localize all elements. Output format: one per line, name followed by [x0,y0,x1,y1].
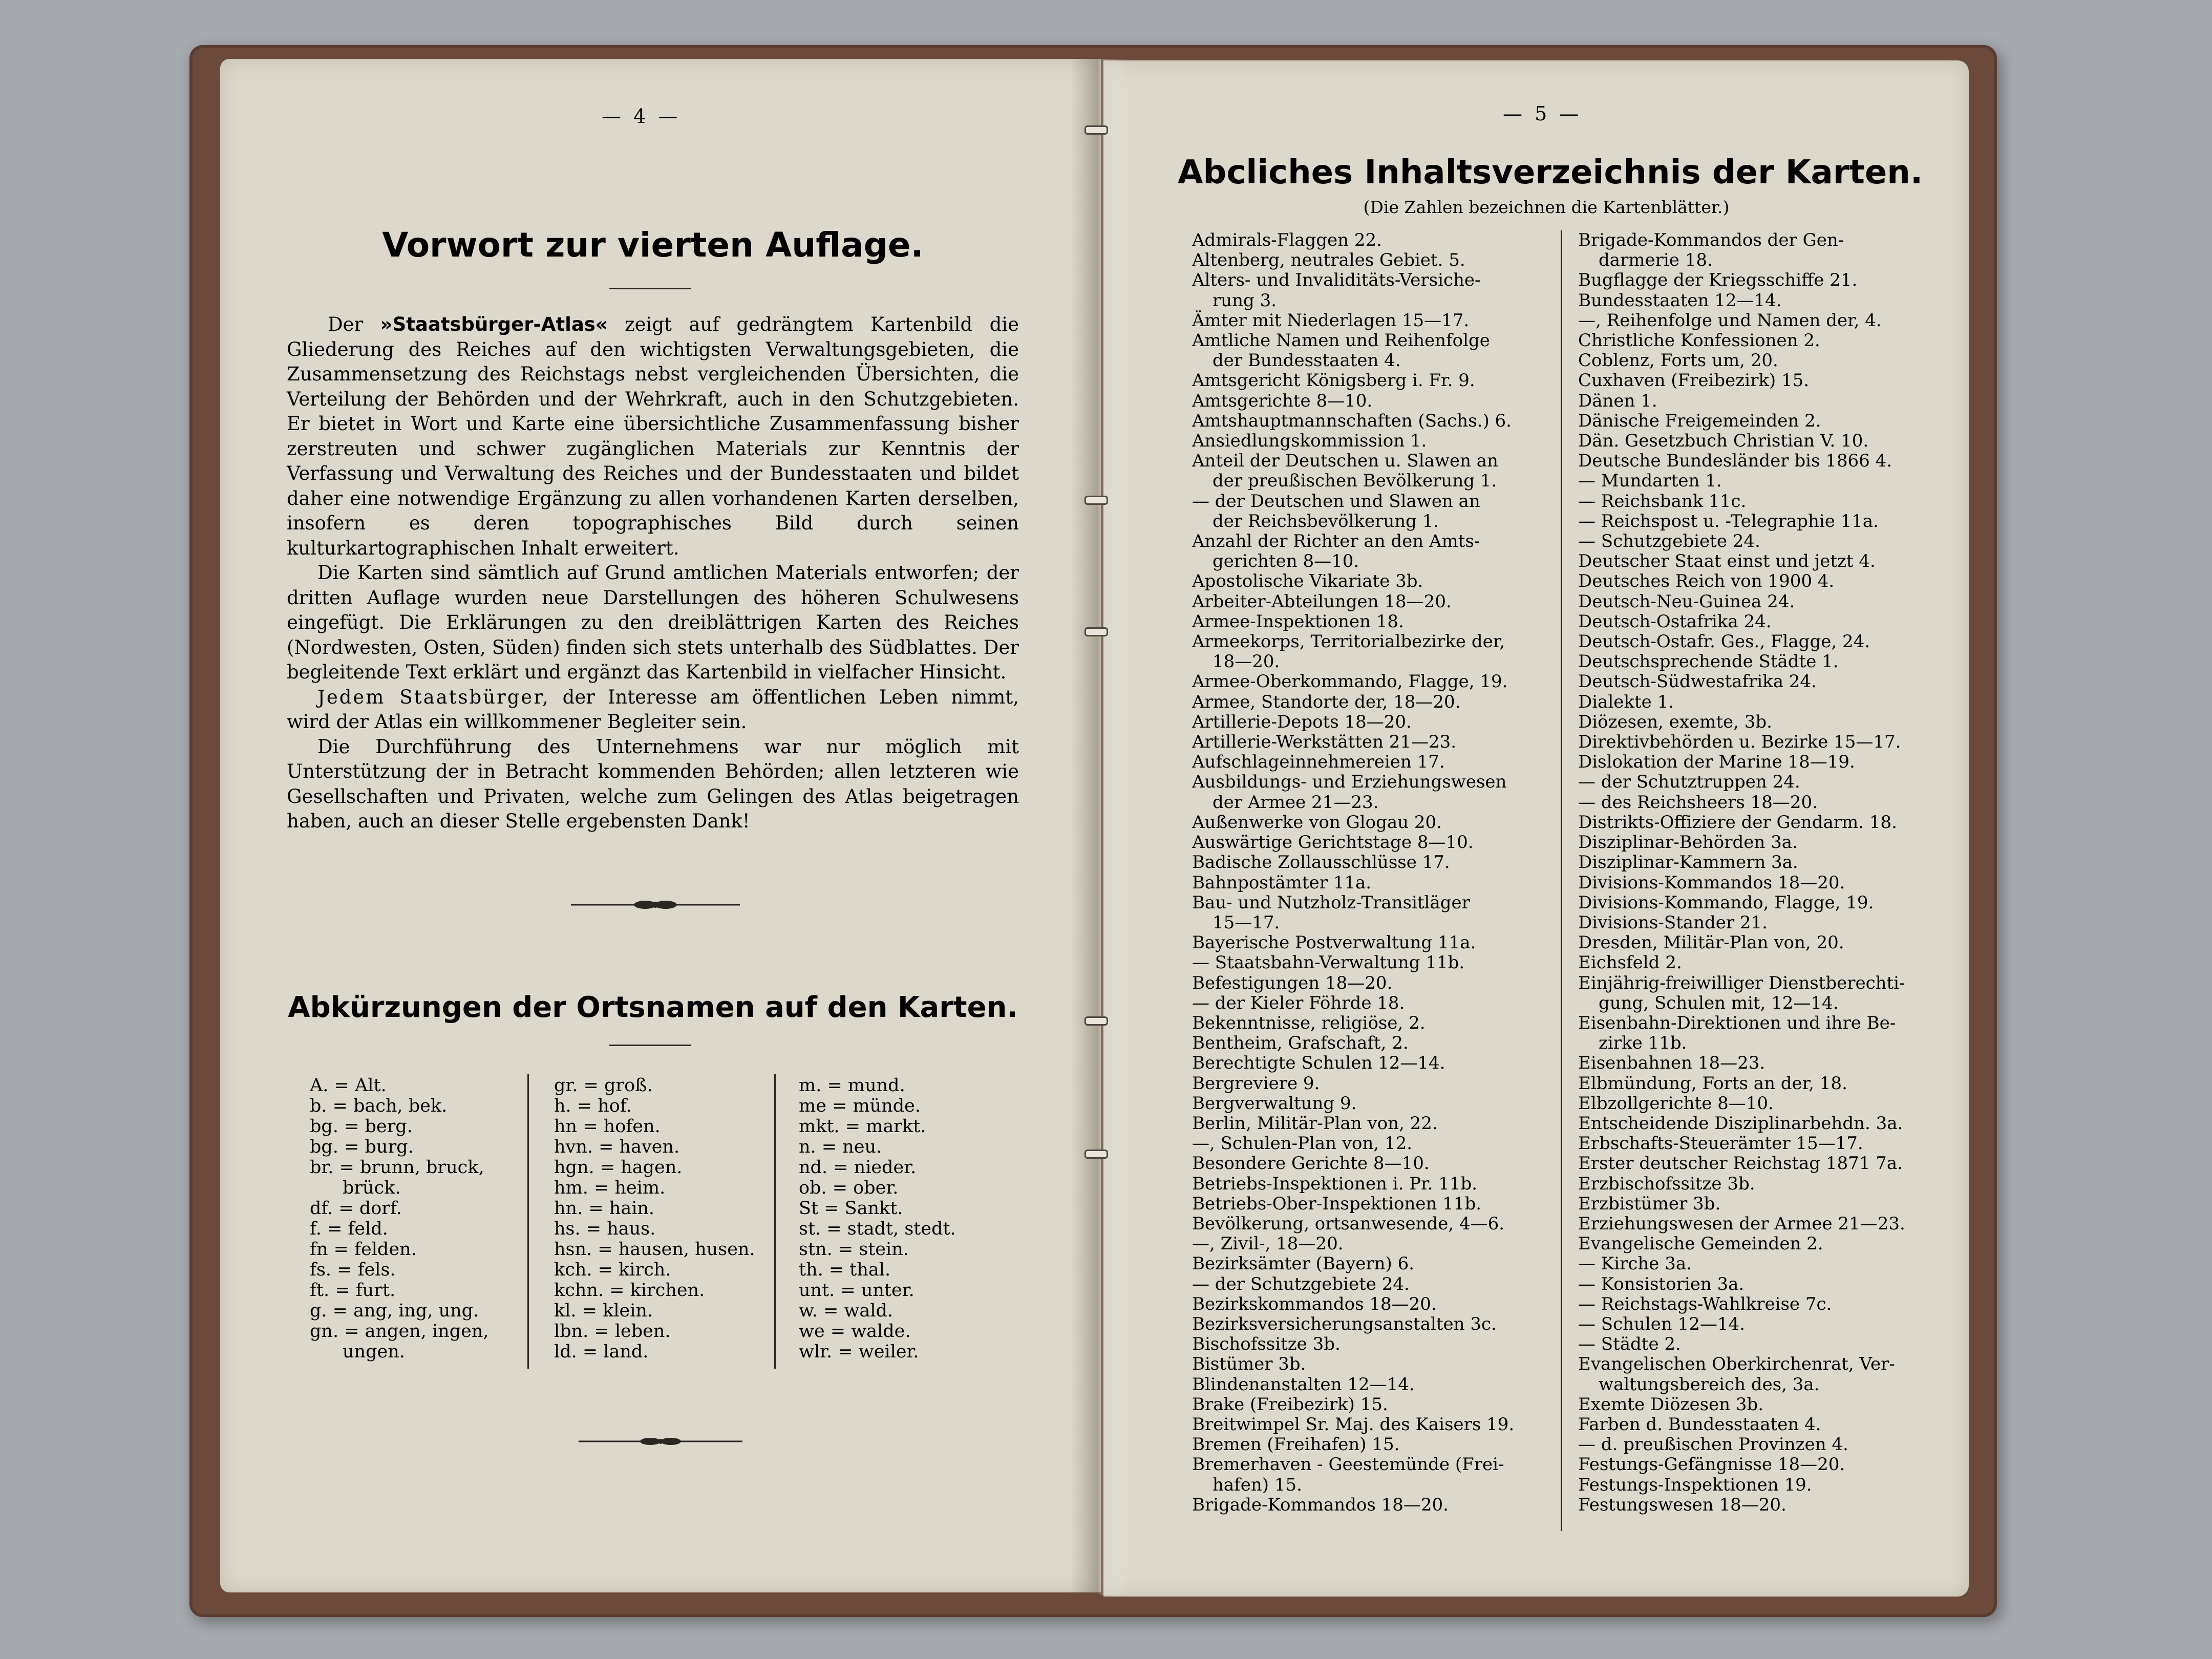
index-entry: der Armee 21—23. [1213,792,1379,813]
index-entry: Bau- und Nutzholz-Transitläger [1192,892,1470,913]
index-entry: Ausbildungs- und Erziehungswesen [1192,772,1507,793]
index-entry: Direktivbehörden u. Bezirke 15—17. [1578,732,1901,753]
index-entry: der Bundesstaaten 4. [1213,350,1401,371]
index-entry: Außenwerke von Glogau 20. [1192,812,1442,833]
index-column-1 [1192,230,1514,1515]
abbreviation-entry: we = walde. [799,1321,911,1342]
abbreviation-entry: fn = felden. [310,1239,417,1260]
index-entry: Brigade-Kommandos 18—20. [1192,1494,1449,1515]
index-entry: Exemte Diözesen 3b. [1578,1394,1764,1415]
index-entry: hafen) 15. [1213,1474,1302,1495]
index-entry: Amtsgerichte 8—10. [1192,390,1373,411]
atlas-name: »Staatsbürger-Atlas« [380,313,608,335]
index-entry: — Reichsbank 11c. [1578,491,1747,512]
index-entry: Artillerie-Depots 18—20. [1192,711,1412,732]
index-entry: Elbmündung, Forts an der, 18. [1578,1073,1847,1094]
abbreviation-entry: gn. = angen, ingen, [310,1321,489,1342]
abbreviation-entry: hvn. = haven. [554,1137,680,1157]
index-entry: Brake (Freibezirk) 15. [1192,1394,1388,1415]
index-entry: — der Schutzgebiete 24. [1192,1273,1410,1294]
foreword-body [287,312,1019,834]
index-entry: Erbschafts-Steuerämter 15—17. [1578,1133,1863,1154]
abbrev-column-1 [310,1075,489,1362]
index-entry: Amtshauptmannschaften (Sachs.) 6. [1192,410,1512,431]
index-entry: Bahnpostämter 11a. [1192,872,1372,893]
abbreviation-entry: st. = stadt, stedt. [799,1219,956,1239]
index-entry: —, Reihenfolge und Namen der, 4. [1578,310,1882,331]
index-entry: Entscheidende Disziplinarbehdn. 3a. [1578,1113,1903,1134]
foreword-paragraph: Die Durchführung des Unternehmens war nur möglich mit Unterstützung der in Betracht kommenden Behörden; allen letzteren wie Gesellschaften und Privaten, welche zum Gelingen des Atlas beigetragen haben, auch an dieser Stelle ergebensten Dank! [287,735,1019,832]
index-entry: darmerie 18. [1599,250,1713,271]
index-entry: Deutsch-Ostafr. Ges., Flagge, 24. [1578,631,1870,652]
index-entry: Befestigungen 18—20. [1192,972,1393,993]
abbreviation-entry: df. = dorf. [310,1198,402,1219]
index-entry: Deutsche Bundesländer bis 1866 4. [1578,451,1892,472]
index-entry: Dänische Freigemeinden 2. [1578,410,1821,431]
index-entry: Festungswesen 18—20. [1578,1494,1786,1515]
index-entry: —, Zivil-, 18—20. [1192,1233,1344,1254]
index-entry: rung 3. [1213,290,1277,311]
index-entry: Bremen (Freihafen) 15. [1192,1434,1400,1455]
abbreviation-entry: A. = Alt. [310,1075,387,1096]
abbreviations-title-rule [609,1045,691,1046]
index-entry: Ämter mit Niederlagen 15—17. [1192,310,1470,331]
index-entry: Einjährig-freiwilliger Dienstberechti- [1578,972,1905,993]
index-entry: Brigade-Kommandos der Gen- [1578,230,1844,250]
index-entry: Betriebs-Ober-Inspektionen 11b. [1192,1193,1482,1214]
abbreviation-entry: hn = hofen. [554,1116,661,1137]
abbreviation-entry: bg. = berg. [310,1116,413,1137]
index-entry: Berechtigte Schulen 12—14. [1192,1053,1445,1074]
index-entry: Evangelischen Oberkirchenrat, Ver- [1578,1354,1895,1375]
index-entry: Bistümer 3b. [1192,1354,1306,1375]
abbrev-column-divider-1 [527,1074,529,1369]
index-entry: Armee-Oberkommando, Flagge, 19. [1192,671,1508,692]
index-entry: Bundesstaaten 12—14. [1578,290,1782,311]
index-entry: Armeekorps, Territorialbezirke der, [1192,631,1505,652]
abbreviation-entry: fs. = fels. [310,1260,396,1280]
index-entry: Alters- und Invaliditäts-Versiche- [1192,270,1481,291]
index-title: Abcliches Inhaltsverzeichnis der Karten. [1178,154,1923,192]
index-entry: Diözesen, exemte, 3b. [1578,711,1772,732]
abbreviation-entry: mkt. = markt. [799,1116,926,1137]
abbreviation-entry: hm. = heim. [554,1178,666,1198]
index-entry: gung, Schulen mit, 12—14. [1599,992,1839,1013]
index-entry: Apostolische Vikariate 3b. [1192,571,1423,592]
index-entry: Bergreviere 9. [1192,1073,1320,1094]
binding-stitch [1084,1150,1108,1159]
index-entry: Christliche Konfessionen 2. [1578,330,1820,351]
foreword-paragraph: Die Karten sind sämtlich auf Grund amtlichen Materials entworfen; der dritten Auflage wurden neue Darstellungen des höheren Schulwesens eingefügt. Die Erklärungen zu den dreiblättrigen Karten des Reiches (Nordwesten, Osten, Süden) finden sich stets unterhalb des Südblattes. Der begleitende Text erklärt und ergänzt das Kartenbild in vielfacher Hinsicht. [287,562,1019,683]
index-entry: zirke 11b. [1599,1033,1687,1054]
ornament-divider [571,897,740,912]
index-entry: Bugflagge der Kriegsschiffe 21. [1578,270,1858,291]
index-entry: Dän. Gesetzbuch Christian V. 10. [1578,431,1869,452]
index-entry: Elbzollgerichte 8—10. [1578,1093,1774,1114]
abbreviation-entry: stn. = stein. [799,1239,909,1260]
index-entry: Disziplinar-Kammern 3a. [1578,852,1798,873]
index-entry: Erster deutscher Reichstag 1871 7a. [1578,1153,1903,1174]
index-entry: Artillerie-Werkstätten 21—23. [1192,732,1457,753]
index-entry: Altenberg, neutrales Gebiet. 5. [1192,250,1465,271]
abbreviation-entry: gr. = groß. [554,1075,653,1096]
abbreviation-entry: n. = neu. [799,1137,882,1157]
abbreviation-entry: kchn. = kirchen. [554,1280,705,1301]
abbreviation-entry: kl. = klein. [554,1301,653,1321]
binding-stitch [1084,627,1108,636]
abbreviation-entry: hn. = hain. [554,1198,655,1219]
index-entry: Dialekte 1. [1578,691,1674,712]
index-entry: Bentheim, Grafschaft, 2. [1192,1033,1409,1054]
abbreviation-entry: brück. [343,1178,401,1198]
abbreviation-entry: wlr. = weiler. [799,1342,919,1362]
index-entry: Bezirksämter (Bayern) 6. [1192,1253,1415,1274]
abbreviation-entry: hs. = haus. [554,1219,656,1239]
index-entry: Dislokation der Marine 18—19. [1578,752,1855,773]
index-entry: Divisions-Stander 21. [1578,912,1768,933]
abbreviations-title: Abkürzungen der Ortsnamen auf den Karten. [288,991,1018,1024]
index-entry: der Reichsbevölkerung 1. [1213,511,1439,531]
index-entry: Bergverwaltung 9. [1192,1093,1357,1114]
index-entry: Evangelische Gemeinden 2. [1578,1233,1823,1254]
abbrev-column-divider-2 [774,1074,776,1369]
foreword-paragraph: Der »Staatsbürger-Atlas« zeigt auf gedrängtem Kartenbild die Gliederung des Reiches auf den wichtigsten Verwaltungsgebieten, die Zusammensetzung des Reichstags nebst vergleichenden Übersichten, die Verteilung der Behörden und der Wehrkraft, auch in den Schutzgebieten. Er bietet in Wort und Karte eine übersichtliche Zusammenfassung bisher zerstreuten und schwer zugänglichen Materials zur Kenntnis der Verfassung und Verwaltung des Reiches und der Bundesstaaten und bildet daher eine notwendige Ergänzung zu allen vorhandenen Karten derselben, insofern es deren topographisches Bild durch seinen kulturkartographischen Inhalt erweitert. [287,313,1019,559]
index-entry: Arbeiter-Abteilungen 18—20. [1192,591,1452,612]
abbreviation-entry: St = Sankt. [799,1198,903,1219]
abbreviation-entry: ob. = ober. [799,1178,899,1198]
abbreviation-entry: kch. = kirch. [554,1260,671,1280]
foreword-title-rule [609,288,691,289]
index-column-divider [1561,230,1562,1531]
index-column-2 [1578,230,1905,1515]
index-entry: Badische Zollausschlüsse 17. [1192,852,1450,873]
index-entry: Deutscher Staat einst und jetzt 4. [1578,551,1876,572]
index-entry: Auswärtige Gerichtstage 8—10. [1192,832,1474,853]
abbreviation-entry: unt. = unter. [799,1280,914,1301]
index-entry: gerichten 8—10. [1213,551,1359,572]
index-entry: — Kirche 3a. [1578,1253,1692,1274]
index-entry: —, Schulen-Plan von, 12. [1192,1133,1413,1154]
index-entry: Bayerische Postverwaltung 11a. [1192,932,1476,953]
index-entry: Eichsfeld 2. [1578,952,1682,973]
index-entry: Deutsch-Ostafrika 24. [1578,611,1772,632]
binding-stitch [1084,1016,1108,1026]
index-entry: Dresden, Militär-Plan von, 20. [1578,932,1844,953]
index-entry: Armee-Inspektionen 18. [1192,611,1404,632]
index-entry: — Staatsbahn-Verwaltung 11b. [1192,952,1465,973]
abbreviation-entry: th. = thal. [799,1260,891,1280]
index-entry: Erzbischofssitze 3b. [1578,1173,1755,1194]
index-entry: Festungs-Gefängnisse 18—20. [1578,1454,1845,1475]
abbreviation-entry: g. = ang, ing, ung. [310,1301,479,1321]
index-entry: Erzbistümer 3b. [1578,1193,1721,1214]
index-entry: Dänen 1. [1578,390,1657,411]
index-entry: Admirals-Flaggen 22. [1192,230,1382,250]
index-entry: 15—17. [1213,912,1280,933]
abbreviation-entry: br. = brunn, bruck, [310,1157,484,1178]
index-entry: — d. preußischen Provinzen 4. [1578,1434,1848,1455]
index-entry: Cuxhaven (Freibezirk) 15. [1578,370,1810,391]
index-entry: — Schutzgebiete 24. [1578,531,1760,552]
index-entry: 18—20. [1213,651,1280,672]
index-entry: waltungsbereich des, 3a. [1599,1374,1820,1395]
index-entry: Divisions-Kommandos 18—20. [1578,872,1845,893]
abbreviation-entry: b. = bach, bek. [310,1096,448,1116]
index-entry: Farben d. Bundesstaaten 4. [1578,1414,1821,1435]
index-entry: Deutsch-Südwestafrika 24. [1578,671,1817,692]
index-entry: Eisenbahnen 18—23. [1578,1053,1766,1074]
index-entry: Disziplinar-Behörden 3a. [1578,832,1798,853]
index-entry: — der Kieler Föhrde 18. [1192,992,1405,1013]
index-entry: Breitwimpel Sr. Maj. des Kaisers 19. [1192,1414,1515,1435]
index-entry: — Konsistorien 3a. [1578,1273,1745,1294]
index-entry: Anzahl der Richter an den Amts- [1192,531,1480,552]
abbreviation-entry: w. = wald. [799,1301,894,1321]
index-entry: Anteil der Deutschen u. Slawen an [1192,451,1498,472]
index-entry: Bischofssitze 3b. [1192,1334,1341,1355]
index-entry: — Mundarten 1. [1578,471,1722,492]
abbreviation-entry: ft. = furt. [310,1280,396,1301]
index-entry: Bezirkskommandos 18—20. [1192,1293,1437,1314]
index-entry: Bezirksversicherungsanstalten 3c. [1192,1313,1497,1334]
index-subtitle: (Die Zahlen bezeichnen die Kartenblätter.) [1363,197,1730,217]
binding-stitch [1084,496,1108,505]
index-entry: — Städte 2. [1578,1334,1681,1355]
index-entry: Amtliche Namen und Reihenfolge [1192,330,1490,351]
abbrev-column-3 [799,1075,956,1362]
index-entry: Festungs-Inspektionen 19. [1578,1474,1812,1495]
index-entry: — Schulen 12—14. [1578,1313,1745,1334]
abbrev-column-2 [554,1075,755,1362]
index-entry: Bekenntnisse, religiöse, 2. [1192,1012,1426,1033]
index-entry: Divisions-Kommando, Flagge, 19. [1578,892,1874,913]
index-entry: Ansiedlungskommission 1. [1192,431,1427,452]
index-entry: — des Reichsheers 18—20. [1578,792,1818,813]
left-page-number: — 4 — [602,105,681,127]
abbreviation-entry: ungen. [343,1342,405,1362]
ornament-divider-bottom [579,1434,742,1449]
index-entry: Deutschsprechende Städte 1. [1578,651,1839,672]
index-entry: Eisenbahn-Direktionen und ihre Be- [1578,1012,1896,1033]
index-entry: Armee, Standorte der, 18—20. [1192,691,1461,712]
binding-stitch [1084,125,1108,135]
book-gutter [1070,59,1132,1595]
index-entry: Berlin, Militär-Plan von, 22. [1192,1113,1438,1134]
index-entry: Deutsches Reich von 1900 4. [1578,571,1835,592]
abbreviation-entry: ld. = land. [554,1342,649,1362]
abbreviation-entry: f. = feld. [310,1219,388,1239]
index-entry: der preußischen Bevölkerung 1. [1213,471,1497,492]
abbreviation-entry: nd. = nieder. [799,1157,917,1178]
index-entry: Aufschlageinnehmereien 17. [1192,752,1445,773]
index-entry: Erziehungswesen der Armee 21—23. [1578,1213,1905,1234]
index-entry: Distrikts-Offiziere der Gendarm. 18. [1578,812,1897,833]
index-entry: Blindenanstalten 12—14. [1192,1374,1415,1395]
abbreviation-entry: m. = mund. [799,1075,905,1096]
index-entry: Coblenz, Forts um, 20. [1578,350,1778,371]
abbreviation-entry: bg. = burg. [310,1137,414,1157]
index-entry: Amtsgericht Königsberg i. Fr. 9. [1192,370,1475,391]
foreword-paragraph: Jedem Staatsbürger, der Interesse am öffentlichen Leben nimmt, wird der Atlas ein willkommener Begleiter sein. [287,686,1019,733]
index-entry: Besondere Gerichte 8—10. [1192,1153,1430,1174]
foreword-title: Vorwort zur vierten Auflage. [382,225,924,265]
index-entry: — der Deutschen und Slawen an [1192,491,1480,512]
index-entry: — der Schutztruppen 24. [1578,772,1800,793]
abbreviation-entry: h. = hof. [554,1096,632,1116]
index-entry: — Reichspost u. -Telegraphie 11a. [1578,511,1879,531]
right-page-number: — 5 — [1503,102,1582,125]
abbreviation-entry: hgn. = hagen. [554,1157,683,1178]
index-entry: — Reichstags-Wahlkreise 7c. [1578,1293,1832,1314]
emphasized-text: Jedem Staatsbürger, [317,686,550,708]
index-entry: Betriebs-Inspektionen i. Pr. 11b. [1192,1173,1478,1194]
index-entry: Deutsch-Neu-Guinea 24. [1578,591,1795,612]
index-entry: Bremerhaven - Geestemünde (Frei- [1192,1454,1504,1475]
abbreviation-entry: hsn. = hausen, husen. [554,1239,755,1260]
abbreviation-entry: me = münde. [799,1096,921,1116]
abbreviation-entry: lbn. = leben. [554,1321,671,1342]
index-entry: Bevölkerung, ortsanwesende, 4—6. [1192,1213,1505,1234]
